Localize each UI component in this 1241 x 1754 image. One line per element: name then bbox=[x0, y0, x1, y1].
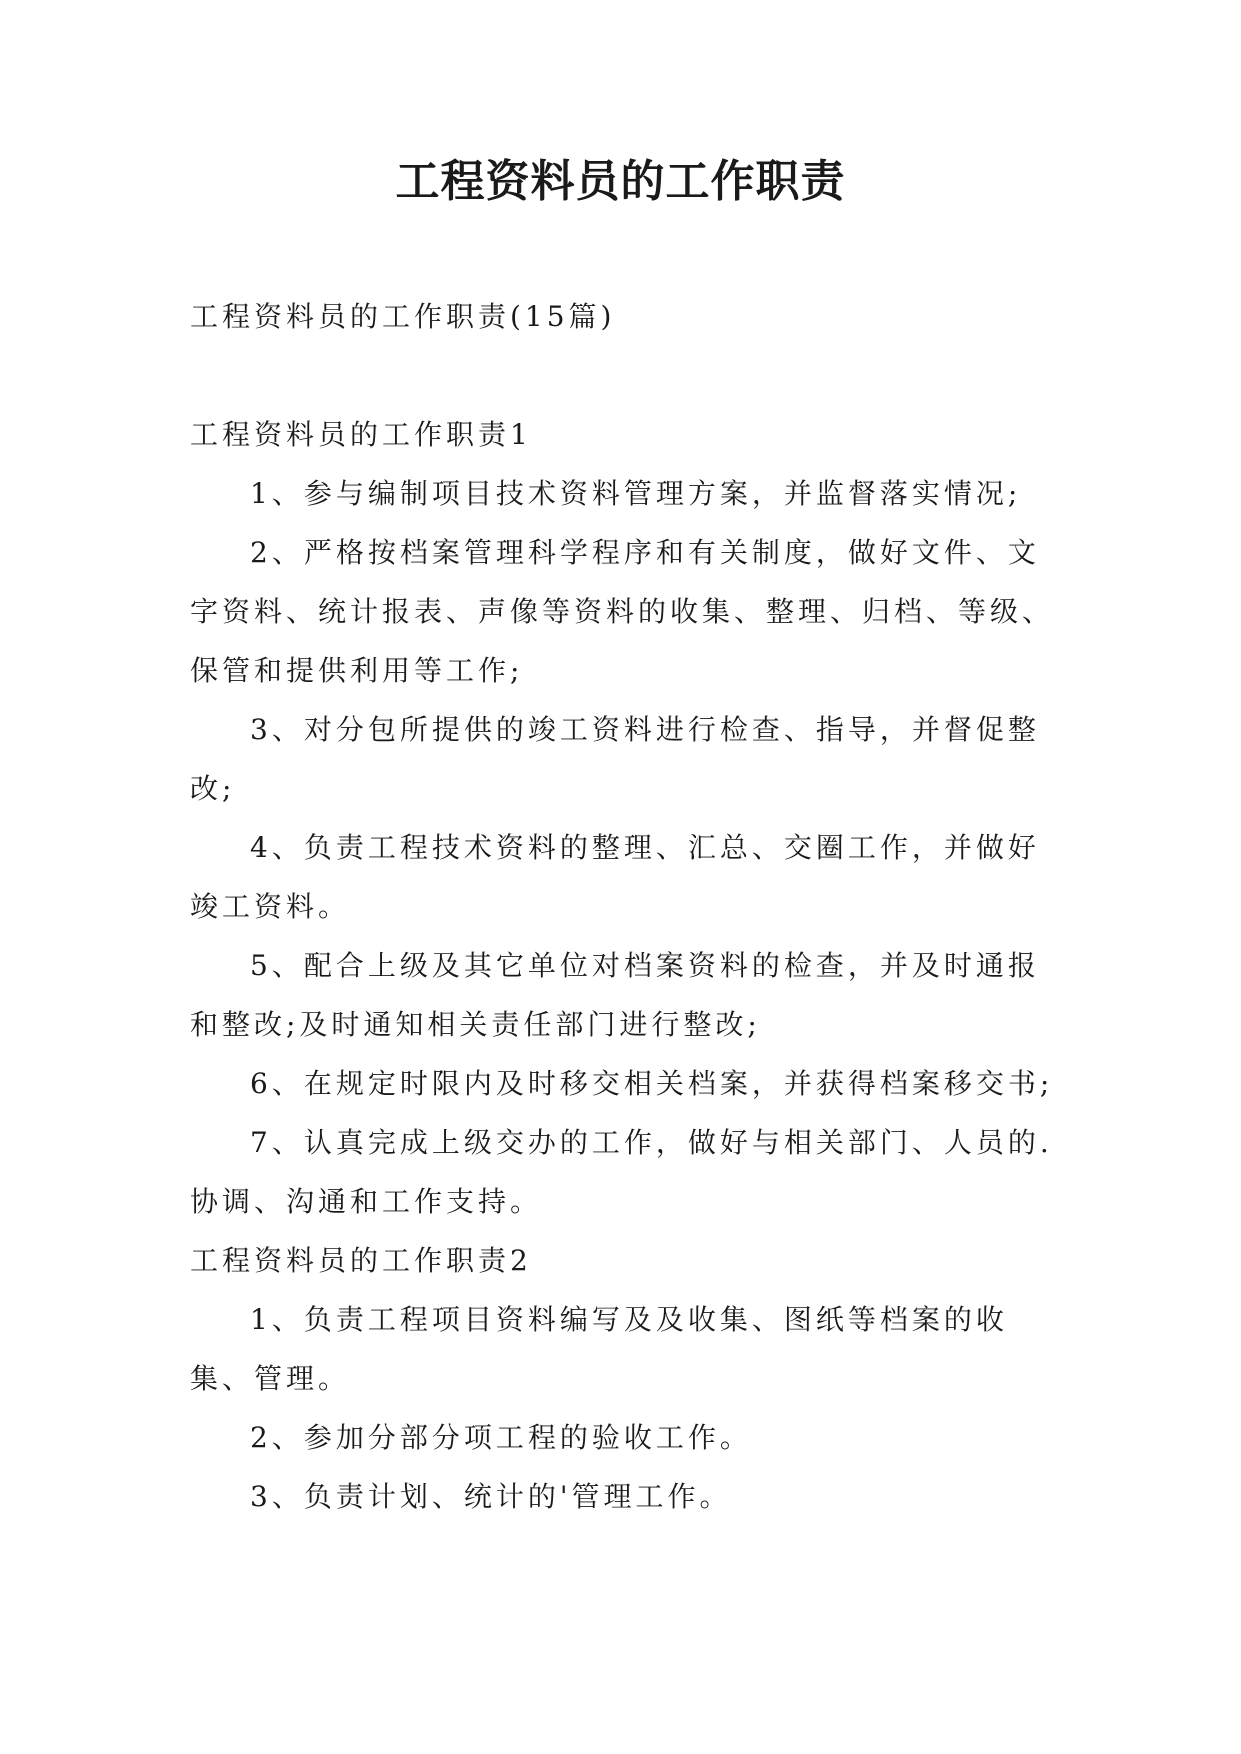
document-body bbox=[190, 287, 1060, 1526]
section-heading: 工程资料员的工作职责1 bbox=[190, 418, 532, 451]
section-1 bbox=[190, 405, 1060, 1231]
list-item: 6、在规定时限内及时移交相关档案，并获得档案移交书; bbox=[250, 1067, 1054, 1100]
list-item: 4、负责工程技术资料的整理、汇总、交圈工作，并做好竣工资料。 bbox=[190, 831, 1040, 923]
list-item: 2、参加分部分项工程的验收工作。 bbox=[250, 1421, 752, 1454]
document-subtitle: 工程资料员的工作职责(15篇) bbox=[190, 300, 616, 333]
section-2 bbox=[190, 1231, 1060, 1526]
list-item: 1、负责工程项目资料编写及及收集、图纸等档案的收集、管理。 bbox=[190, 1303, 1008, 1395]
list-item: 3、对分包所提供的竣工资料进行检查、指导，并督促整改; bbox=[190, 713, 1040, 805]
list-item: 1、参与编制项目技术资料管理方案，并监督落实情况; bbox=[250, 477, 1022, 510]
list-item: 2、严格按档案管理科学程序和有关制度，做好文件、文字资料、统计报表、声像等资料的收集、整理、归档、等级、保管和提供利用等工作; bbox=[190, 536, 1055, 687]
document-title: 工程资料员的工作职责 bbox=[395, 156, 846, 207]
list-item: 7、认真完成上级交办的工作，做好与相关部门、人员的.协调、沟通和工作支持。 bbox=[190, 1126, 1053, 1218]
list-item: 5、配合上级及其它单位对档案资料的检查，并及时通报和整改;及时通知相关责任部门进行整改; bbox=[190, 949, 1040, 1041]
section-heading: 工程资料员的工作职责2 bbox=[190, 1244, 532, 1277]
list-item: 3、负责计划、统计的'管理工作。 bbox=[250, 1480, 732, 1513]
